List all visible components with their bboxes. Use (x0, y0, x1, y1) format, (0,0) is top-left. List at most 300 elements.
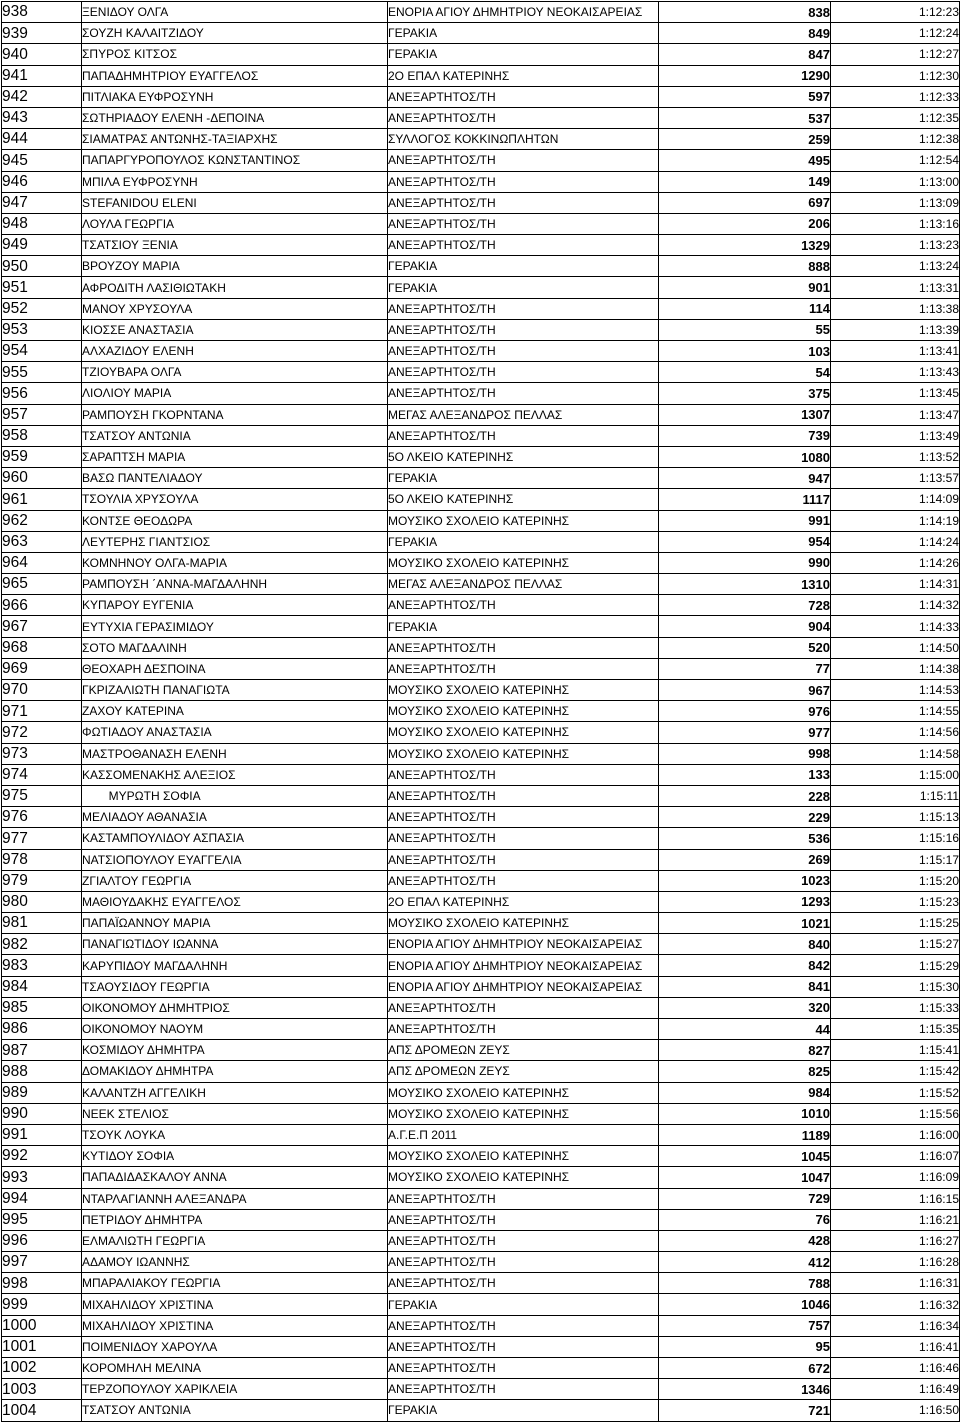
table-row (2, 256, 960, 277)
club-cell: 5Ο ΛΚΕΙΟ ΚΑΤΕΡΙΝΗΣ (388, 446, 659, 467)
runner-name-cell: ΤΣΑΤΣΟΥ ΑΝΤΩΝΙΑ (82, 425, 388, 446)
rank-cell: 946 (2, 171, 82, 192)
rank-cell: 983 (2, 955, 82, 976)
runner-name-cell: ΕΛΜΑΛΙΩΤΗ ΓΕΩΡΓΙΑ (82, 1230, 388, 1251)
finish-time-cell: 1:13:45 (831, 383, 960, 404)
rank-cell: 958 (2, 425, 82, 446)
finish-time-cell: 1:15:29 (831, 955, 960, 976)
finish-time-cell: 1:16:41 (831, 1336, 960, 1357)
finish-time-cell: 1:13:23 (831, 235, 960, 256)
runner-name-cell: ΚΑΡΥΠΙΔΟΥ ΜΑΓΔΑΛΗΝΗ (82, 955, 388, 976)
table-row (2, 807, 960, 828)
table-row (2, 680, 960, 701)
bib-number-cell: 76 (659, 1209, 831, 1230)
runner-name-cell: STEFANIDOU ELENI (82, 192, 388, 213)
runner-name-cell: ΜΑΝΟΥ ΧΡΥΣΟΥΛΑ (82, 298, 388, 319)
finish-time-cell: 1:15:25 (831, 913, 960, 934)
club-cell: ΑΝΕΞΑΡΤΗΤΟΣ/ΤΗ (388, 807, 659, 828)
bib-number-cell: 520 (659, 637, 831, 658)
rank-cell: 956 (2, 383, 82, 404)
club-cell: ΑΝΕΞΑΡΤΗΤΟΣ/ΤΗ (388, 1358, 659, 1379)
finish-time-cell: 1:15:17 (831, 849, 960, 870)
club-cell: ΓΕΡΑΚΙΑ (388, 531, 659, 552)
runner-name-cell: ΚΑΣΣΟΜΕΝΑΚΗΣ ΑΛΕΞΙΟΣ (82, 764, 388, 785)
bib-number-cell: 984 (659, 1082, 831, 1103)
rank-cell: 1001 (2, 1336, 82, 1357)
club-cell: ΜΟΥΣΙΚΟ ΣΧΟΛΕΙΟ ΚΑΤΕΡΙΝΗΣ (388, 913, 659, 934)
finish-time-cell: 1:16:49 (831, 1379, 960, 1400)
runner-name-cell: ΠΑΠΑΡΓΥΡΟΠΟΥΛΟΣ ΚΩΝΣΤΑΝΤΙΝΟΣ (82, 150, 388, 171)
finish-time-cell: 1:14:33 (831, 616, 960, 637)
table-row (2, 150, 960, 171)
club-cell: ΑΠΣ ΔΡΟΜΕΩΝ ΖΕΥΣ (388, 1040, 659, 1061)
rank-cell: 950 (2, 256, 82, 277)
rank-cell: 978 (2, 849, 82, 870)
finish-time-cell: 1:14:53 (831, 680, 960, 701)
runner-name-cell: ΞΕΝΙΔΟΥ ΟΛΓΑ (82, 2, 388, 23)
runner-name-cell: ΒΡΟΥΖΟΥ ΜΑΡΙΑ (82, 256, 388, 277)
table-row (2, 510, 960, 531)
table-row (2, 65, 960, 86)
runner-name-cell: ΜΕΛΙΑΔΟΥ ΑΘΑΝΑΣΙΑ (82, 807, 388, 828)
club-cell: ΑΝΕΞΑΡΤΗΤΟΣ/ΤΗ (388, 997, 659, 1018)
finish-time-cell: 1:12:30 (831, 65, 960, 86)
finish-time-cell: 1:14:32 (831, 595, 960, 616)
club-cell: ΜΟΥΣΙΚΟ ΣΧΟΛΕΙΟ ΚΑΤΕΡΙΝΗΣ (388, 1167, 659, 1188)
bib-number-cell: 849 (659, 23, 831, 44)
finish-time-cell: 1:16:46 (831, 1358, 960, 1379)
rank-cell: 951 (2, 277, 82, 298)
rank-cell: 985 (2, 997, 82, 1018)
club-cell: ΑΝΕΞΑΡΤΗΤΟΣ/ΤΗ (388, 764, 659, 785)
bib-number-cell: 259 (659, 129, 831, 150)
table-row (2, 764, 960, 785)
runner-name-cell: ΣΑΡΑΠΤΣΗ ΜΑΡΙΑ (82, 446, 388, 467)
bib-number-cell: 597 (659, 86, 831, 107)
bib-number-cell: 888 (659, 256, 831, 277)
finish-time-cell: 1:16:31 (831, 1273, 960, 1294)
table-row (2, 213, 960, 234)
club-cell: ΑΝΕΞΑΡΤΗΤΟΣ/ΤΗ (388, 298, 659, 319)
runner-name-cell: ΠΟΙΜΕΝΙΔΟΥ ΧΑΡΟΥΛΑ (82, 1336, 388, 1357)
runner-name-cell: ΕΥΤΥΧΙΑ ΓΕΡΑΣΙΜΙΔΟΥ (82, 616, 388, 637)
runner-name-cell: ΠΑΠΑΔΙΔΑΣΚΑΛΟΥ ΑΝΝΑ (82, 1167, 388, 1188)
table-row (2, 531, 960, 552)
table-row (2, 107, 960, 128)
table-row (2, 997, 960, 1018)
bib-number-cell: 954 (659, 531, 831, 552)
finish-time-cell: 1:14:55 (831, 701, 960, 722)
runner-name-cell: ΛΕΥΤΕΡΗΣ ΓΙΑΝΤΣΙΟΣ (82, 531, 388, 552)
table-row (2, 1336, 960, 1357)
rank-cell: 975 (2, 785, 82, 806)
rank-cell: 1003 (2, 1379, 82, 1400)
bib-number-cell: 1047 (659, 1167, 831, 1188)
rank-cell: 953 (2, 319, 82, 340)
club-cell: ΑΝΕΞΑΡΤΗΤΟΣ/ΤΗ (388, 171, 659, 192)
table-row (2, 1230, 960, 1251)
club-cell: ΑΝΕΞΑΡΤΗΤΟΣ/ΤΗ (388, 1230, 659, 1251)
club-cell: ΑΝΕΞΑΡΤΗΤΟΣ/ΤΗ (388, 150, 659, 171)
club-cell: ΓΕΡΑΚΙΑ (388, 256, 659, 277)
rank-cell: 963 (2, 531, 82, 552)
runner-name-cell: ΝΤΑΡΛΑΓΙΑΝΝΗ ΑΛΕΞΑΝΔΡΑ (82, 1188, 388, 1209)
table-row (2, 849, 960, 870)
bib-number-cell: 44 (659, 1019, 831, 1040)
bib-number-cell: 990 (659, 552, 831, 573)
finish-time-cell: 1:13:43 (831, 362, 960, 383)
bib-number-cell: 269 (659, 849, 831, 870)
runner-name-cell: ΒΑΣΩ ΠΑΝΤΕΛΙΑΔΟΥ (82, 468, 388, 489)
runner-name-cell: ΚΑΣΤΑΜΠΟΥΛΙΔΟΥ ΑΣΠΑΣΙΑ (82, 828, 388, 849)
rank-cell: 939 (2, 23, 82, 44)
table-row (2, 637, 960, 658)
bib-number-cell: 537 (659, 107, 831, 128)
rank-cell: 986 (2, 1019, 82, 1040)
runner-name-cell: ΖΑΧΟΥ ΚΑΤΕΡΙΝΑ (82, 701, 388, 722)
table-row (2, 785, 960, 806)
finish-time-cell: 1:15:56 (831, 1103, 960, 1124)
runner-name-cell: ΖΓΙΑΛΤΟΥ ΓΕΩΡΓΙΑ (82, 870, 388, 891)
finish-time-cell: 1:16:00 (831, 1124, 960, 1145)
bib-number-cell: 998 (659, 743, 831, 764)
runner-name-cell: ΘΕΟΧΑΡΗ ΔΕΣΠΟΙΝΑ (82, 658, 388, 679)
club-cell: ΓΕΡΑΚΙΑ (388, 1400, 659, 1421)
club-cell: ΑΝΕΞΑΡΤΗΤΟΣ/ΤΗ (388, 1336, 659, 1357)
rank-cell: 942 (2, 86, 82, 107)
finish-time-cell: 1:15:20 (831, 870, 960, 891)
bib-number-cell: 947 (659, 468, 831, 489)
finish-time-cell: 1:13:38 (831, 298, 960, 319)
runner-name-cell: ΤΣΑΟΥΣΙΔΟΥ ΓΕΩΡΓΙΑ (82, 976, 388, 997)
bib-number-cell: 149 (659, 171, 831, 192)
table-row (2, 86, 960, 107)
table-row (2, 23, 960, 44)
rank-cell: 972 (2, 722, 82, 743)
bib-number-cell: 320 (659, 997, 831, 1018)
rank-cell: 969 (2, 658, 82, 679)
table-row (2, 743, 960, 764)
table-row (2, 192, 960, 213)
finish-time-cell: 1:12:33 (831, 86, 960, 107)
finish-time-cell: 1:14:56 (831, 722, 960, 743)
runner-name-cell: ΤΣΑΤΣΙΟΥ ΞΕΝΙΑ (82, 235, 388, 256)
table-row (2, 552, 960, 573)
table-row (2, 489, 960, 510)
finish-time-cell: 1:14:31 (831, 574, 960, 595)
finish-time-cell: 1:15:00 (831, 764, 960, 785)
bib-number-cell: 1046 (659, 1294, 831, 1315)
bib-number-cell: 229 (659, 807, 831, 828)
table-row (2, 171, 960, 192)
finish-time-cell: 1:12:38 (831, 129, 960, 150)
rank-cell: 981 (2, 913, 82, 934)
finish-time-cell: 1:16:34 (831, 1315, 960, 1336)
bib-number-cell: 977 (659, 722, 831, 743)
club-cell: ΑΝΕΞΑΡΤΗΤΟΣ/ΤΗ (388, 1252, 659, 1273)
table-row (2, 446, 960, 467)
finish-time-cell: 1:13:41 (831, 341, 960, 362)
rank-cell: 982 (2, 934, 82, 955)
club-cell: ΜΟΥΣΙΚΟ ΣΧΟΛΕΙΟ ΚΑΤΕΡΙΝΗΣ (388, 1103, 659, 1124)
club-cell: ΑΝΕΞΑΡΤΗΤΟΣ/ΤΗ (388, 595, 659, 616)
table-row (2, 1400, 960, 1421)
rank-cell: 989 (2, 1082, 82, 1103)
table-row (2, 913, 960, 934)
rank-cell: 977 (2, 828, 82, 849)
rank-cell: 955 (2, 362, 82, 383)
bib-number-cell: 788 (659, 1273, 831, 1294)
runner-name-cell: ΚΙΟΣΣΕ ΑΝΑΣΤΑΣΙΑ (82, 319, 388, 340)
rank-cell: 968 (2, 637, 82, 658)
finish-time-cell: 1:13:31 (831, 277, 960, 298)
club-cell: ΜΕΓΑΣ ΑΛΕΞΑΝΔΡΟΣ ΠΕΛΛΑΣ (388, 404, 659, 425)
club-cell: ΑΝΕΞΑΡΤΗΤΟΣ/ΤΗ (388, 1188, 659, 1209)
club-cell: 2Ο ΕΠΑΛ ΚΑΤΕΡΙΝΗΣ (388, 65, 659, 86)
club-cell: ΑΝΕΞΑΡΤΗΤΟΣ/ΤΗ (388, 235, 659, 256)
club-cell: ΑΝΕΞΑΡΤΗΤΟΣ/ΤΗ (388, 86, 659, 107)
finish-time-cell: 1:14:58 (831, 743, 960, 764)
table-row (2, 1252, 960, 1273)
club-cell: 5Ο ΛΚΕΙΟ ΚΑΤΕΡΙΝΗΣ (388, 489, 659, 510)
bib-number-cell: 495 (659, 150, 831, 171)
bib-number-cell: 206 (659, 213, 831, 234)
club-cell: ΑΝΕΞΑΡΤΗΤΟΣ/ΤΗ (388, 341, 659, 362)
rank-cell: 970 (2, 680, 82, 701)
table-row (2, 383, 960, 404)
club-cell: ΜΟΥΣΙΚΟ ΣΧΟΛΕΙΟ ΚΑΤΕΡΙΝΗΣ (388, 1146, 659, 1167)
finish-time-cell: 1:12:24 (831, 23, 960, 44)
finish-time-cell: 1:15:13 (831, 807, 960, 828)
finish-time-cell: 1:13:16 (831, 213, 960, 234)
bib-number-cell: 838 (659, 2, 831, 23)
bib-number-cell: 721 (659, 1400, 831, 1421)
table-row (2, 129, 960, 150)
rank-cell: 990 (2, 1103, 82, 1124)
rank-cell: 947 (2, 192, 82, 213)
bib-number-cell: 114 (659, 298, 831, 319)
club-cell: ΜΟΥΣΙΚΟ ΣΧΟΛΕΙΟ ΚΑΤΕΡΙΝΗΣ (388, 701, 659, 722)
rank-cell: 1004 (2, 1400, 82, 1421)
table-row (2, 341, 960, 362)
rank-cell: 974 (2, 764, 82, 785)
rank-cell: 1000 (2, 1315, 82, 1336)
table-row (2, 1082, 960, 1103)
bib-number-cell: 412 (659, 1252, 831, 1273)
finish-time-cell: 1:14:24 (831, 531, 960, 552)
bib-number-cell: 1290 (659, 65, 831, 86)
finish-time-cell: 1:15:52 (831, 1082, 960, 1103)
bib-number-cell: 841 (659, 976, 831, 997)
club-cell: ΜΟΥΣΙΚΟ ΣΧΟΛΕΙΟ ΚΑΤΕΡΙΝΗΣ (388, 743, 659, 764)
runner-name-cell: ΛΙΟΛΙΟΥ ΜΑΡΙΑ (82, 383, 388, 404)
bib-number-cell: 697 (659, 192, 831, 213)
runner-name-cell: ΤΣΟΥΛΙΑ ΧΡΥΣΟΥΛΑ (82, 489, 388, 510)
finish-time-cell: 1:15:11 (831, 785, 960, 806)
rank-cell: 993 (2, 1167, 82, 1188)
finish-time-cell: 1:15:30 (831, 976, 960, 997)
club-cell: ΑΝΕΞΑΡΤΗΤΟΣ/ΤΗ (388, 107, 659, 128)
runner-name-cell: ΤΣΑΤΣΟΥ ΑΝΤΩΝΙΑ (82, 1400, 388, 1421)
table-row (2, 1167, 960, 1188)
bib-number-cell: 976 (659, 701, 831, 722)
bib-number-cell: 825 (659, 1061, 831, 1082)
finish-time-cell: 1:16:21 (831, 1209, 960, 1230)
finish-time-cell: 1:14:38 (831, 658, 960, 679)
runner-name-cell: ΦΩΤΙΑΔΟΥ ΑΝΑΣΤΑΣΙΑ (82, 722, 388, 743)
runner-name-cell: ΛΟΥΛΑ ΓΕΩΡΓΙΑ (82, 213, 388, 234)
finish-time-cell: 1:13:24 (831, 256, 960, 277)
runner-name-cell: ΟΙΚΟΝΟΜΟΥ ΔΗΜΗΤΡΙΟΣ (82, 997, 388, 1018)
bib-number-cell: 1293 (659, 891, 831, 912)
runner-name-cell: ΟΙΚΟΝΟΜΟΥ ΝΑΟΥΜ (82, 1019, 388, 1040)
rank-cell: 966 (2, 595, 82, 616)
rank-cell: 991 (2, 1124, 82, 1145)
bib-number-cell: 1189 (659, 1124, 831, 1145)
bib-number-cell: 757 (659, 1315, 831, 1336)
finish-time-cell: 1:13:39 (831, 319, 960, 340)
bib-number-cell: 827 (659, 1040, 831, 1061)
club-cell: ΜΟΥΣΙΚΟ ΣΧΟΛΕΙΟ ΚΑΤΕΡΙΝΗΣ (388, 722, 659, 743)
table-row (2, 955, 960, 976)
runner-name-cell: ΚΟΝΤΣΕ ΘΕΟΔΩΡΑ (82, 510, 388, 531)
runner-name-cell: ΚΑΛΑΝΤΖΗ ΑΓΓΕΛΙΚΗ (82, 1082, 388, 1103)
runner-name-cell: ΠΙΤΛΙΑΚΑ ΕΥΦΡΟΣΥΝΗ (82, 86, 388, 107)
rank-cell: 938 (2, 2, 82, 23)
finish-time-cell: 1:16:15 (831, 1188, 960, 1209)
runner-name-cell: ΜΠΙΛΑ ΕΥΦΡΟΣΥΝΗ (82, 171, 388, 192)
runner-name-cell: ΑΛΧΑΖΙΔΟΥ ΕΛΕΝΗ (82, 341, 388, 362)
table-row (2, 1358, 960, 1379)
finish-time-cell: 1:12:54 (831, 150, 960, 171)
runner-name-cell: ΣΟΥΖΗ ΚΑΛΑΙΤΖΙΔΟΥ (82, 23, 388, 44)
runner-name-cell: ΡΑΜΠΟΥΣΗ ΄ΑΝΝΑ-ΜΑΓΔΑΛΗΝΗ (82, 574, 388, 595)
bib-number-cell: 54 (659, 362, 831, 383)
runner-name-cell: ΜΑΣΤΡΟΘΑΝΑΣΗ ΕΛΕΝΗ (82, 743, 388, 764)
club-cell: ΑΝΕΞΑΡΤΗΤΟΣ/ΤΗ (388, 1019, 659, 1040)
rank-cell: 994 (2, 1188, 82, 1209)
runner-name-cell: ΑΦΡΟΔΙΤΗ ΛΑΣΙΘΙΩΤΑΚΗ (82, 277, 388, 298)
club-cell: ΜΟΥΣΙΚΟ ΣΧΟΛΕΙΟ ΚΑΤΕΡΙΝΗΣ (388, 680, 659, 701)
finish-time-cell: 1:13:57 (831, 468, 960, 489)
table-row (2, 468, 960, 489)
table-row (2, 934, 960, 955)
finish-time-cell: 1:16:09 (831, 1167, 960, 1188)
bib-number-cell: 133 (659, 764, 831, 785)
table-row (2, 44, 960, 65)
runner-name-cell: ΣΟΤΟ ΜΑΓΔΑΛΙΝΗ (82, 637, 388, 658)
bib-number-cell: 428 (659, 1230, 831, 1251)
runner-name-cell: ΜΙΧΑΗΛΙΔΟΥ ΧΡΙΣΤΙΝΑ (82, 1315, 388, 1336)
table-row (2, 1040, 960, 1061)
bib-number-cell: 1346 (659, 1379, 831, 1400)
table-row (2, 362, 960, 383)
bib-number-cell: 729 (659, 1188, 831, 1209)
club-cell: ΑΝΕΞΑΡΤΗΤΟΣ/ΤΗ (388, 192, 659, 213)
bib-number-cell: 375 (659, 383, 831, 404)
bib-number-cell: 77 (659, 658, 831, 679)
club-cell: ΓΕΡΑΚΙΑ (388, 277, 659, 298)
bib-number-cell: 1080 (659, 446, 831, 467)
bib-number-cell: 228 (659, 785, 831, 806)
bib-number-cell: 904 (659, 616, 831, 637)
finish-time-cell: 1:15:42 (831, 1061, 960, 1082)
finish-time-cell: 1:13:09 (831, 192, 960, 213)
rank-cell: 971 (2, 701, 82, 722)
club-cell: ΑΝΕΞΑΡΤΗΤΟΣ/ΤΗ (388, 785, 659, 806)
rank-cell: 949 (2, 235, 82, 256)
bib-number-cell: 739 (659, 425, 831, 446)
runner-name-cell: ΤΣΟΥΚ ΛΟΥΚΑ (82, 1124, 388, 1145)
runner-name-cell: ΝΑΤΣΙΟΠΟΥΛΟΥ ΕΥΑΓΓΕΛΙΑ (82, 849, 388, 870)
bib-number-cell: 1045 (659, 1146, 831, 1167)
club-cell: ΓΕΡΑΚΙΑ (388, 468, 659, 489)
rank-cell: 957 (2, 404, 82, 425)
rank-cell: 973 (2, 743, 82, 764)
bib-number-cell: 967 (659, 680, 831, 701)
bib-number-cell: 1117 (659, 489, 831, 510)
bib-number-cell: 991 (659, 510, 831, 531)
finish-time-cell: 1:16:27 (831, 1230, 960, 1251)
runner-name-cell: ΚΟΡΟΜΗΛΗ ΜΕΛΙΝΑ (82, 1358, 388, 1379)
table-row (2, 616, 960, 637)
club-cell: ΑΝΕΞΑΡΤΗΤΟΣ/ΤΗ (388, 1379, 659, 1400)
table-row (2, 1124, 960, 1145)
runner-name-cell: ΠΑΝΑΓΙΩΤΙΔΟΥ ΙΩΑΝΝΑ (82, 934, 388, 955)
rank-cell: 960 (2, 468, 82, 489)
finish-time-cell: 1:16:28 (831, 1252, 960, 1273)
bib-number-cell: 1021 (659, 913, 831, 934)
table-row (2, 1019, 960, 1040)
finish-time-cell: 1:16:07 (831, 1146, 960, 1167)
club-cell: ΑΝΕΞΑΡΤΗΤΟΣ/ΤΗ (388, 658, 659, 679)
club-cell: Α.Γ.Ε.Π 2011 (388, 1124, 659, 1145)
bib-number-cell: 672 (659, 1358, 831, 1379)
club-cell: ΑΝΕΞΑΡΤΗΤΟΣ/ΤΗ (388, 319, 659, 340)
rank-cell: 979 (2, 870, 82, 891)
table-row (2, 1209, 960, 1230)
rank-cell: 944 (2, 129, 82, 150)
club-cell: ΕΝΟΡΙΑ ΑΓΙΟΥ ΔΗΜΗΤΡΙΟΥ ΝΕΟΚΑΙΣΑΡΕΙΑΣ (388, 976, 659, 997)
finish-time-cell: 1:14:50 (831, 637, 960, 658)
finish-time-cell: 1:15:41 (831, 1040, 960, 1061)
table-row (2, 235, 960, 256)
bib-number-cell: 840 (659, 934, 831, 955)
bib-number-cell: 1329 (659, 235, 831, 256)
rank-cell: 941 (2, 65, 82, 86)
runner-name-cell: ΜΑΘΙΟΥΔΑΚΗΣ ΕΥΑΓΓΕΛΟΣ (82, 891, 388, 912)
rank-cell: 1002 (2, 1358, 82, 1379)
table-row (2, 1379, 960, 1400)
runner-name-cell: ΣΩΤΗΡΙΑΔΟΥ ΕΛΕΝΗ -ΔΕΠΟΙΝΑ (82, 107, 388, 128)
bib-number-cell: 728 (659, 595, 831, 616)
club-cell: ΑΝΕΞΑΡΤΗΤΟΣ/ΤΗ (388, 828, 659, 849)
bib-number-cell: 1310 (659, 574, 831, 595)
table-row (2, 828, 960, 849)
rank-cell: 997 (2, 1252, 82, 1273)
finish-time-cell: 1:14:26 (831, 552, 960, 573)
club-cell: ΕΝΟΡΙΑ ΑΓΙΟΥ ΔΗΜΗΤΡΙΟΥ ΝΕΟΚΑΙΣΑΡΕΙΑΣ (388, 934, 659, 955)
table-row (2, 891, 960, 912)
runner-name-cell: ΠΑΠΑΔΗΜΗΤΡΙΟΥ ΕΥΑΓΓΕΛΟΣ (82, 65, 388, 86)
finish-time-cell: 1:15:33 (831, 997, 960, 1018)
runner-name-cell: ΑΔΑΜΟΥ ΙΩΑΝΝΗΣ (82, 1252, 388, 1273)
bib-number-cell: 901 (659, 277, 831, 298)
finish-time-cell: 1:12:27 (831, 44, 960, 65)
club-cell: ΜΟΥΣΙΚΟ ΣΧΟΛΕΙΟ ΚΑΤΕΡΙΝΗΣ (388, 510, 659, 531)
rank-cell: 945 (2, 150, 82, 171)
rank-cell: 961 (2, 489, 82, 510)
